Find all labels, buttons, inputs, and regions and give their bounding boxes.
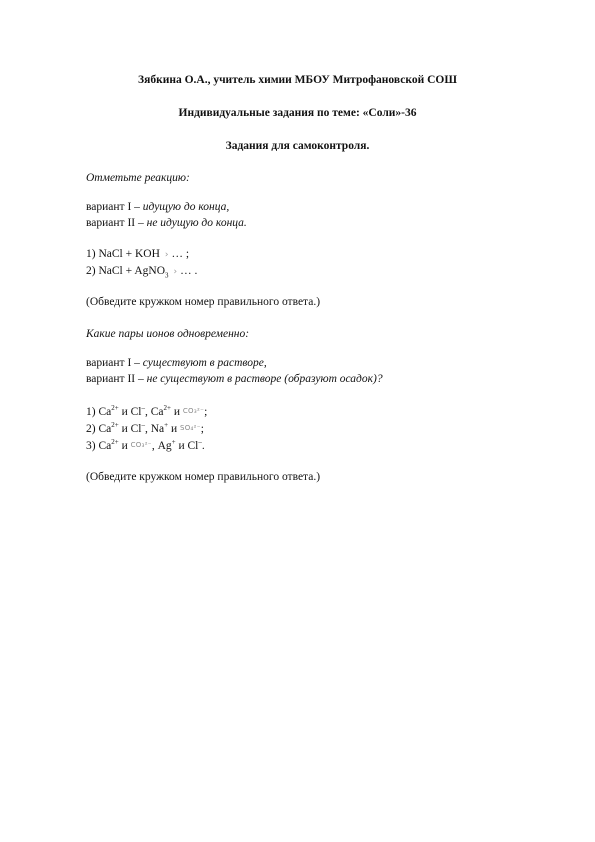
option-text: .: [201, 440, 205, 452]
task2-variant1: [86, 356, 267, 370]
option-text: и: [170, 406, 183, 418]
task1-note: (Обведите кружком номер правильного ответа.): [86, 296, 321, 308]
option-text: , Ca: [144, 406, 164, 418]
task2-note: (Обведите кружком номер правильного ответа.): [86, 471, 321, 483]
charge: 2+: [111, 421, 119, 430]
charge: 2+: [163, 404, 171, 413]
option-text: и Cl: [118, 406, 142, 418]
option-text: и Cl: [175, 440, 199, 452]
carbonate-ion-formula: CO₃²⁻: [182, 407, 205, 415]
option-text: , Ag: [151, 440, 172, 452]
charge: 2+: [111, 404, 119, 413]
task2-variant1-prefix: вариант I –: [86, 357, 143, 369]
option-text: ;: [200, 423, 204, 435]
ion-pair-option-2: [86, 421, 204, 436]
option-text: ;: [204, 406, 208, 418]
charge: –: [141, 421, 145, 430]
arrow-icon: ›: [164, 250, 169, 260]
task2-variant2: [86, 372, 383, 386]
sulfate-ion-formula: SO₄²⁻: [180, 424, 201, 432]
charge: +: [164, 421, 169, 430]
charge: +: [171, 438, 176, 447]
charge: 2+: [111, 438, 119, 447]
author-line: Зябкина О.А., учитель химии МБОУ Митрофановской СОШ: [138, 74, 457, 86]
ion-pair-option-1: [86, 404, 207, 419]
task1-variant1-text: идущую до конца,: [142, 201, 230, 213]
reaction-2-products: … .: [180, 265, 198, 277]
subtitle: Задания для самоконтроля.: [225, 140, 370, 152]
task2-instruction: Какие пары ионов одновременно:: [86, 328, 250, 340]
task2-variant1-text: существуют в растворе,: [142, 357, 267, 369]
arrow-icon: ›: [173, 267, 178, 277]
task1-variant2: [86, 216, 247, 230]
reaction-1: [86, 247, 189, 262]
reaction-2-reactants: 2) NaCl + AgNO: [86, 265, 165, 277]
topic-title: Индивидуальные задания по теме: «Соли»-36: [178, 107, 417, 119]
option-text: и: [118, 440, 131, 452]
reaction-2-subscript: 3: [165, 271, 169, 280]
ion-pair-option-3: [86, 438, 205, 453]
option-text: 3) Ca: [86, 440, 112, 452]
task1-variant1-prefix: вариант I –: [86, 201, 143, 213]
option-text: 2) Ca: [86, 423, 112, 435]
reaction-1-reactants: 1) NaCl + KOH: [86, 248, 160, 260]
task1-variant2-prefix: вариант II –: [86, 217, 147, 229]
charge: –: [198, 438, 202, 447]
task1-instruction: Отметьте реакцию:: [86, 172, 190, 184]
reaction-2: [86, 264, 197, 279]
task1-variant1: [86, 200, 229, 214]
task2-variant2-prefix: вариант II –: [86, 373, 147, 385]
option-text: и: [168, 423, 180, 435]
option-text: 1) Ca: [86, 406, 112, 418]
carbonate-ion-formula: CO₃²⁻: [130, 441, 152, 449]
task2-variant2-text: не существуют в растворе (образуют осадок)?: [146, 373, 383, 385]
task1-variant2-text: не идущую до конца.: [146, 217, 247, 229]
reaction-1-products: … ;: [171, 248, 190, 260]
option-text: , Na: [144, 423, 165, 435]
charge: –: [141, 404, 145, 413]
option-text: и Cl: [118, 423, 142, 435]
